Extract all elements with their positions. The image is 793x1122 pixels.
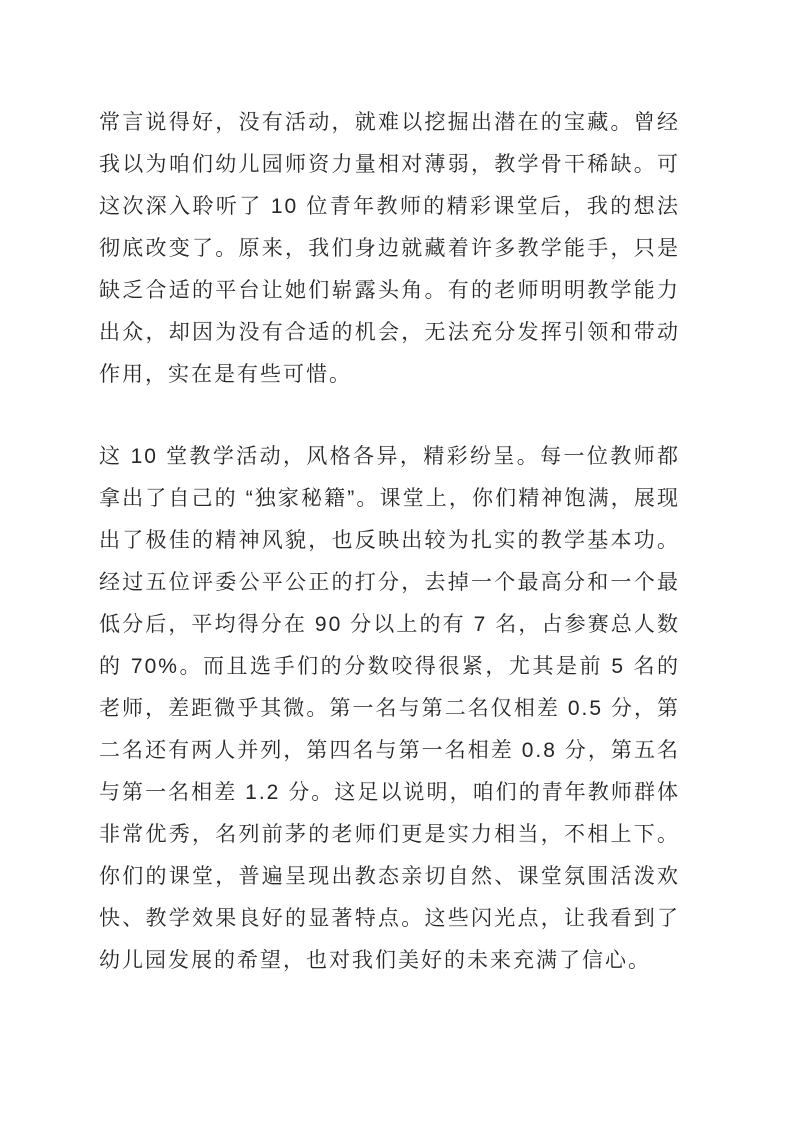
paragraph-1: 常言说得好，没有活动，就难以挖掘出潜在的宝藏。曾经我以为咱们幼儿园师资力量相对薄弱，教学骨干稀缺。可这次深入聆听了 10 位青年教师的精彩课堂后，我的想法彻底改变了。原来，我们身边就藏着许多教学能手，只是缺乏合适的平台让她们崭露头角。有的老师明明教学能力出众，却因为没有合适的机会，无法充分发挥引领和带动作用，实在是有些可惜。 bbox=[99, 111, 680, 386]
paragraph-2: 这 10 堂教学活动，风格各异，精彩纷呈。每一位教师都拿出了自己的 “独家秘籍”。课堂上，你们精神饱满，展现出了极佳的精神风貌，也反映出较为扎实的教学基本功。经过五位评委公平公正的打分，去掉一个最高分和一个最低分后，平均得分在 90 分以上的有 7 名，占参赛总人数的 70%。而且选手们的分数咬得很紧，尤其是前 5 名的老师，差距微乎其微。第一名与第二名仅相差 0.5 分，第二名还有两人并列，第四名与第一名相差 0.8 分，第五名与第一名相差 1.2 分。这足以说明，咱们的青年教师群体非常优秀，名列前茅的老师们更是实力相当，不相上下。你们的课堂，普遍呈现出教态亲切自然、课堂氛围活泼欢快、教学效果良好的显著特点。这些闪光点，让我看到了幼儿园发展的希望，也对我们美好的未来充满了信心。 bbox=[99, 445, 680, 972]
